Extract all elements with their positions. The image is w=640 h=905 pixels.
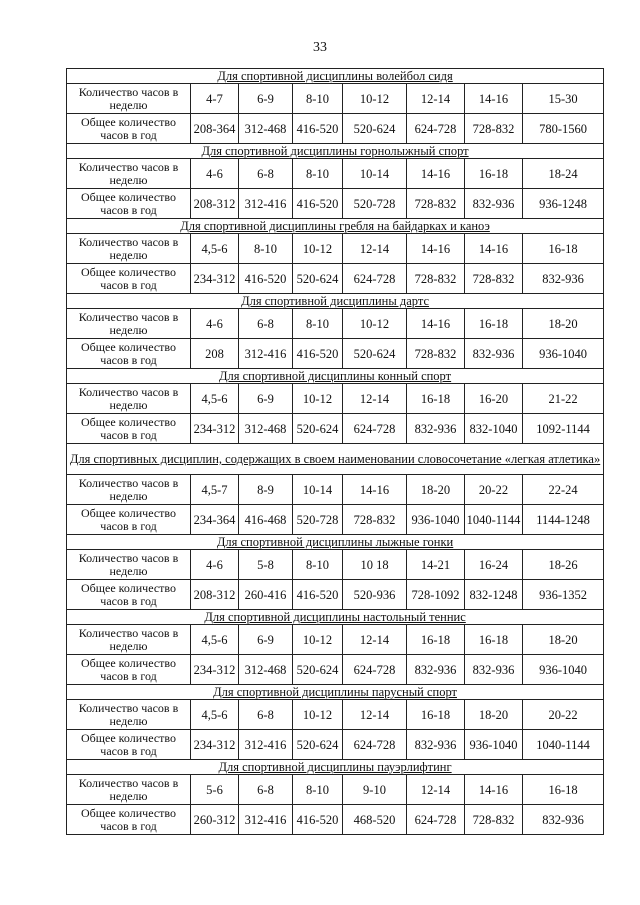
table-cell: 832-1248 [465,580,523,610]
table-cell: 234-312 [191,730,239,760]
table-cell: 20-22 [465,475,523,505]
table-cell: 416-520 [293,189,343,219]
hours-per-year-row [67,189,604,219]
section-header-row [67,69,604,84]
table-cell: 728-832 [407,339,465,369]
hours-per-year-row [67,505,604,535]
hours-per-week-row [67,550,604,580]
table-cell: 8-10 [293,84,343,114]
table-cell: 234-312 [191,264,239,294]
table-cell: 10-14 [293,475,343,505]
table-cell: 520-624 [293,655,343,685]
table-cell: 520-624 [343,114,407,144]
section-title: Для спортивной дисциплины конный спорт [67,369,604,384]
table-cell: 12-14 [343,384,407,414]
table-cell: 416-520 [239,264,293,294]
section-title: Для спортивной дисциплины горнолыжный спорт [67,144,604,159]
table-cell: 12-14 [407,775,465,805]
table-cell: 14-16 [407,159,465,189]
table-cell: 5-6 [191,775,239,805]
section-title: Для спортивной дисциплины пауэрлифтинг [67,760,604,775]
section-title: Для спортивной дисциплины настольный теннис [67,610,604,625]
table-cell: 16-18 [407,700,465,730]
row-label: Общее количество часов в год [67,655,191,685]
section-title: Для спортивной дисциплины лыжные гонки [67,535,604,550]
table-cell: 624-728 [343,264,407,294]
table-cell: 728-832 [407,264,465,294]
row-label: Общее количество часов в год [67,580,191,610]
table-cell: 21-22 [523,384,604,414]
section-header-row [67,685,604,700]
table-cell: 14-16 [465,775,523,805]
hours-per-year-row [67,805,604,835]
section-header-row [67,610,604,625]
table-cell: 18-20 [465,700,523,730]
table-cell: 6-8 [239,159,293,189]
table-cell: 14-16 [343,475,407,505]
table-cell: 6-8 [239,700,293,730]
table-cell: 624-728 [343,730,407,760]
table-cell: 312-416 [239,339,293,369]
table-cell: 780-1560 [523,114,604,144]
table-cell: 8-10 [293,775,343,805]
table-cell: 312-468 [239,655,293,685]
table-cell: 4,5-6 [191,700,239,730]
table-cell: 234-312 [191,655,239,685]
table-cell: 416-520 [293,339,343,369]
table-cell: 936-1040 [523,655,604,685]
hours-per-week-row [67,84,604,114]
table-cell: 416-520 [293,114,343,144]
table-cell: 832-936 [523,805,604,835]
table-cell: 624-728 [343,414,407,444]
table-cell: 832-936 [465,189,523,219]
table-cell: 8-9 [239,475,293,505]
table-cell: 8-10 [239,234,293,264]
table-cell: 10-14 [343,159,407,189]
row-label: Общее количество часов в год [67,414,191,444]
hours-per-week-row [67,700,604,730]
table-cell: 8-10 [293,159,343,189]
section-header-row [67,535,604,550]
table-cell: 728-832 [343,505,407,535]
table-cell: 520-728 [293,505,343,535]
row-label: Количество часов в неделю [67,775,191,805]
table-cell: 20-22 [523,700,604,730]
table-cell: 520-624 [293,264,343,294]
table-cell: 14-16 [407,309,465,339]
section-header-row [67,369,604,384]
table-cell: 936-1040 [407,505,465,535]
table-cell: 208-364 [191,114,239,144]
table-cell: 6-9 [239,384,293,414]
hours-per-week-row [67,159,604,189]
table-cell: 312-416 [239,189,293,219]
hours-per-year-row [67,339,604,369]
table-cell: 5-8 [239,550,293,580]
table-cell: 6-8 [239,775,293,805]
table-cell: 728-832 [407,189,465,219]
table-cell: 1040-1144 [523,730,604,760]
table-cell: 312-468 [239,414,293,444]
table-cell: 16-18 [407,625,465,655]
table-cell: 728-832 [465,114,523,144]
table-cell: 312-416 [239,730,293,760]
table-cell: 6-8 [239,309,293,339]
table-cell: 832-1040 [465,414,523,444]
table-cell: 468-520 [343,805,407,835]
hours-per-year-row [67,114,604,144]
table-cell: 10-12 [293,234,343,264]
row-label: Общее количество часов в год [67,114,191,144]
hours-per-week-row [67,625,604,655]
row-label: Количество часов в неделю [67,234,191,264]
hours-per-year-row [67,730,604,760]
table-cell: 936-1040 [523,339,604,369]
table-cell: 14-16 [465,234,523,264]
table-cell: 16-18 [407,384,465,414]
table-cell: 12-14 [343,234,407,264]
table-cell: 4,5-7 [191,475,239,505]
table-cell: 6-9 [239,625,293,655]
table-cell: 624-728 [407,114,465,144]
table-cell: 520-624 [293,730,343,760]
page-number: 33 [313,40,327,55]
table-cell: 312-468 [239,114,293,144]
table-cell: 14-21 [407,550,465,580]
row-label: Количество часов в неделю [67,475,191,505]
hours-per-week-row [67,234,604,264]
table-cell: 4-6 [191,550,239,580]
table-cell: 520-624 [343,339,407,369]
table-cell: 6-9 [239,84,293,114]
table-cell: 10-12 [343,309,407,339]
row-label: Количество часов в неделю [67,159,191,189]
table-cell: 16-24 [465,550,523,580]
table-cell: 4,5-6 [191,234,239,264]
table-cell: 4-6 [191,159,239,189]
row-label: Количество часов в неделю [67,550,191,580]
row-label: Общее количество часов в год [67,805,191,835]
section-title: Для спортивной дисциплины волейбол сидя [67,69,604,84]
table-cell: 312-416 [239,805,293,835]
row-label: Количество часов в неделю [67,384,191,414]
table-cell: 14-16 [407,234,465,264]
table-cell: 520-728 [343,189,407,219]
table-cell: 728-832 [465,805,523,835]
table-cell: 416-468 [239,505,293,535]
section-title: Для спортивной дисциплины дартс [67,294,604,309]
hours-per-year-row [67,414,604,444]
table-cell: 12-14 [343,700,407,730]
table-cell: 416-520 [293,580,343,610]
section-header-row [67,444,604,475]
table-cell: 14-16 [465,84,523,114]
hours-per-year-row [67,655,604,685]
hours-per-week-row [67,775,604,805]
table-cell: 10-12 [293,700,343,730]
table-cell: 16-18 [465,159,523,189]
hours-per-year-row [67,580,604,610]
table-cell: 12-14 [343,625,407,655]
table-cell: 208-312 [191,189,239,219]
table-cell: 10-12 [293,625,343,655]
hours-per-week-row [67,475,604,505]
table-cell: 16-18 [523,234,604,264]
table-cell: 832-936 [465,655,523,685]
table-cell: 208 [191,339,239,369]
table-cell: 1040-1144 [465,505,523,535]
table-cell: 4-7 [191,84,239,114]
hours-per-week-row [67,309,604,339]
table-cell: 936-1352 [523,580,604,610]
row-label: Общее количество часов в год [67,730,191,760]
table-cell: 4-6 [191,309,239,339]
table-cell: 936-1040 [465,730,523,760]
table-cell: 832-936 [407,655,465,685]
table-cell: 9-10 [343,775,407,805]
table-cell: 260-312 [191,805,239,835]
row-label: Количество часов в неделю [67,309,191,339]
section-header-row [67,760,604,775]
table-cell: 22-24 [523,475,604,505]
row-label: Общее количество часов в год [67,189,191,219]
row-label: Количество часов в неделю [67,700,191,730]
row-label: Общее количество часов в год [67,505,191,535]
hours-per-week-row [67,384,604,414]
section-header-row [67,144,604,159]
section-title: Для спортивной дисциплины парусный спорт [67,685,604,700]
table-cell: 208-312 [191,580,239,610]
table-cell: 12-14 [407,84,465,114]
table-cell: 832-936 [465,339,523,369]
table-cell: 15-30 [523,84,604,114]
table-cell: 624-728 [343,655,407,685]
table-cell: 520-936 [343,580,407,610]
table-cell: 936-1248 [523,189,604,219]
table-cell: 4,5-6 [191,625,239,655]
table-cell: 832-936 [407,730,465,760]
table-cell: 16-18 [465,625,523,655]
table-cell: 8-10 [293,309,343,339]
table-cell: 260-416 [239,580,293,610]
table-cell: 1092-1144 [523,414,604,444]
training-hours-table [66,68,604,835]
table-cell: 18-26 [523,550,604,580]
section-header-row [67,219,604,234]
row-label: Общее количество часов в год [67,264,191,294]
row-label: Количество часов в неделю [67,625,191,655]
table-cell: 624-728 [407,805,465,835]
table-cell: 416-520 [293,805,343,835]
table-cell: 18-20 [523,309,604,339]
table-cell: 10-12 [293,384,343,414]
table-body [67,69,604,835]
table-cell: 234-312 [191,414,239,444]
section-title: Для спортивной дисциплины гребля на байдарках и каноэ [67,219,604,234]
section-title: Для спортивных дисциплин, содержащих в своем наименовании словосочетание «легкая атлетика» [67,444,604,475]
table-cell: 10-12 [343,84,407,114]
table-cell: 520-624 [293,414,343,444]
table-cell: 832-936 [407,414,465,444]
table-cell: 728-832 [465,264,523,294]
hours-per-year-row [67,264,604,294]
table-cell: 10 18 [343,550,407,580]
table-cell: 728-1092 [407,580,465,610]
table-cell: 4,5-6 [191,384,239,414]
table-cell: 16-18 [465,309,523,339]
table-cell: 18-24 [523,159,604,189]
row-label: Количество часов в неделю [67,84,191,114]
table-cell: 16-20 [465,384,523,414]
table-cell: 16-18 [523,775,604,805]
table-cell: 18-20 [407,475,465,505]
table-cell: 1144-1248 [523,505,604,535]
table-cell: 832-936 [523,264,604,294]
table-cell: 234-364 [191,505,239,535]
section-header-row [67,294,604,309]
row-label: Общее количество часов в год [67,339,191,369]
table-cell: 8-10 [293,550,343,580]
table-cell: 18-20 [523,625,604,655]
